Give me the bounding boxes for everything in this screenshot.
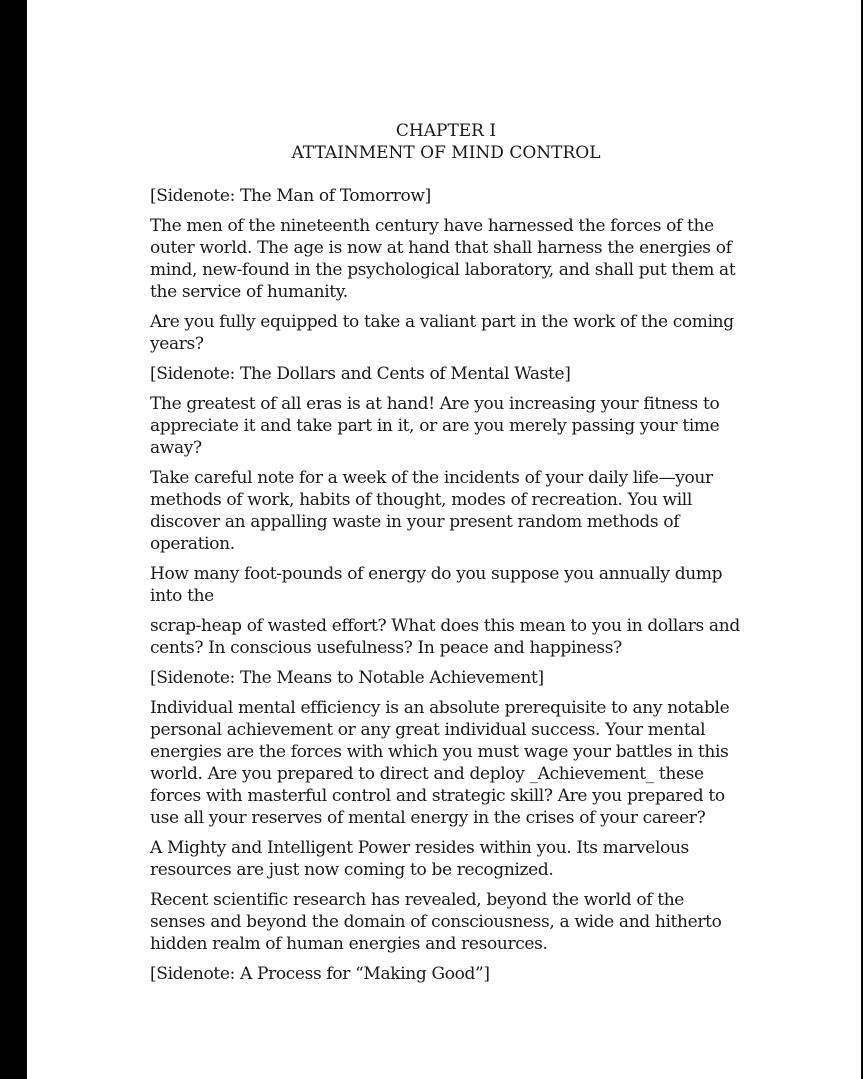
sidenote-notable-achievement: [Sidenote: The Means to Notable Achievement] bbox=[150, 668, 544, 688]
chapter-heading bbox=[150, 120, 742, 164]
document-page bbox=[27, 0, 861, 1079]
paragraph: Individual mental efficiency is an absolute prerequisite to any notable personal achievement or any great individual success. Your mental energies are the forces with which you must wage your battles in this world. Are you prepared to direct and deploy _Achievement_ these forces with masterful control and strategic skill? Are you prepared to use all your reserves of mental energy in the crises of your career? bbox=[150, 698, 730, 828]
paragraph: Take careful note for a week of the incidents of your daily life—your methods of work, habits of thought, modes of recreation. You will discover an appalling waste in your present random methods of operation. bbox=[150, 468, 713, 554]
sidenote-mental-waste: [Sidenote: The Dollars and Cents of Mental Waste] bbox=[150, 364, 571, 384]
sidenote-making-good: [Sidenote: A Process for “Making Good”] bbox=[150, 964, 490, 984]
paragraph: A Mighty and Intelligent Power resides within you. Its marvelous resources are just now coming to be recognized. bbox=[150, 838, 689, 880]
sidenote-man-of-tomorrow: [Sidenote: The Man of Tomorrow] bbox=[150, 186, 431, 206]
paragraph: scrap-heap of wasted effort? What does this mean to you in dollars and cents? In conscious usefulness? In peace and happiness? bbox=[150, 616, 740, 658]
paragraph: Are you fully equipped to take a valiant part in the work of the coming years? bbox=[150, 312, 734, 354]
page-content bbox=[150, 120, 742, 993]
chapter-title: ATTAINMENT OF MIND CONTROL bbox=[291, 143, 601, 163]
paragraph: How many foot-pounds of energy do you suppose you annually dump into the bbox=[150, 564, 723, 606]
chapter-number: CHAPTER I bbox=[395, 121, 497, 141]
paragraph: The greatest of all eras is at hand! Are you increasing your fitness to appreciate it and take part in it, or are you merely passing your time away? bbox=[150, 394, 720, 458]
paragraph: The men of the nineteenth century have harnessed the forces of the outer world. The age is now at hand that shall harness the energies of mind, new-found in the psychological laboratory, and shall put them at the service of humanity. bbox=[150, 216, 736, 302]
paragraph: Recent scientific research has revealed, beyond the world of the senses and beyond the domain of consciousness, a wide and hitherto hidden realm of human energies and resources. bbox=[150, 890, 722, 954]
